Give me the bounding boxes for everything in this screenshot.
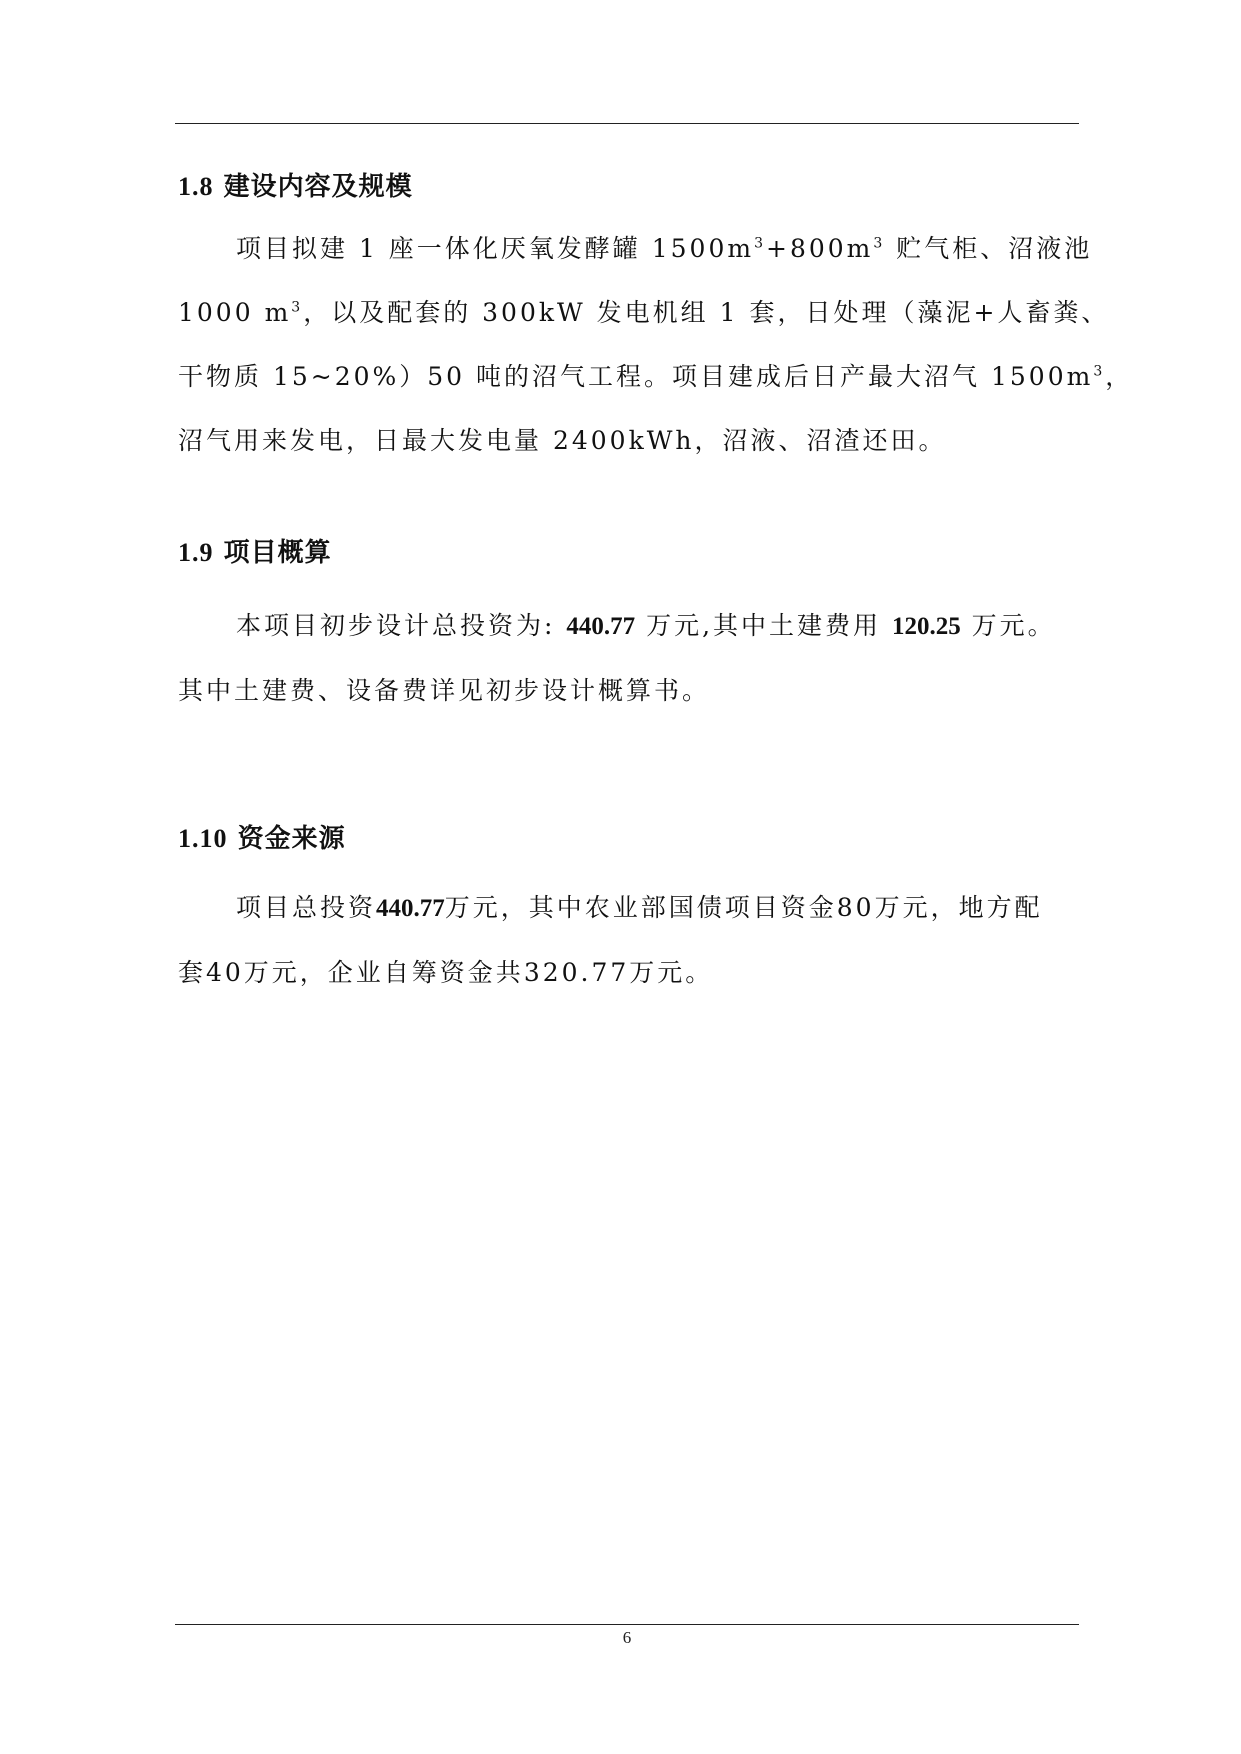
paragraph-line: 其中土建费、设备费详见初步设计概算书。 [178, 676, 711, 705]
paragraph-construction-scale [178, 217, 1134, 473]
section-title: 项目概算 [223, 538, 332, 568]
footer-rule [175, 1624, 1079, 1625]
section-number: 1.8 [178, 172, 214, 201]
paragraph-budget [178, 594, 1078, 723]
paragraph-line: 沼气用来发电，日最大发电量 2400kWh，沼液、沼渣还田。 [178, 426, 947, 455]
paragraph-funding [178, 876, 1078, 1005]
paragraph-line: 套40万元，企业自筹资金共320.77万元。 [178, 958, 714, 987]
paragraph-line: 本项目初步设计总投资为: 440.77 万元,其中土建费用 120.25 万元。 [236, 611, 1056, 640]
header-rule [175, 123, 1079, 124]
section-heading-1-9 [178, 532, 332, 569]
section-number: 1.9 [178, 538, 214, 567]
section-title: 资金来源 [237, 824, 346, 854]
paragraph-line: 干物质 15~20%）50 吨的沼气工程。项目建成后日产最大沼气 $1500m^3$， [178, 362, 1134, 391]
section-heading-1-8 [178, 166, 413, 203]
paragraph-line: 项目总投资440.77万元，其中农业部国债项目资金80万元，地方配 [236, 893, 1043, 922]
page-number: 6 [622, 1628, 632, 1647]
paragraph-line: 1000 $m^3$，以及配套的 300kW 发电机组 1 套，日处理（藻泥+人畜粪、 [178, 298, 1110, 327]
section-number: 1.10 [178, 824, 228, 853]
section-title: 建设内容及规模 [223, 172, 413, 202]
section-heading-1-10 [178, 818, 346, 855]
paragraph-line: 项目拟建 1 座一体化厌氧发酵罐 $1500m^3+800m^3$ 贮气柜、沼液池 [236, 234, 1093, 263]
